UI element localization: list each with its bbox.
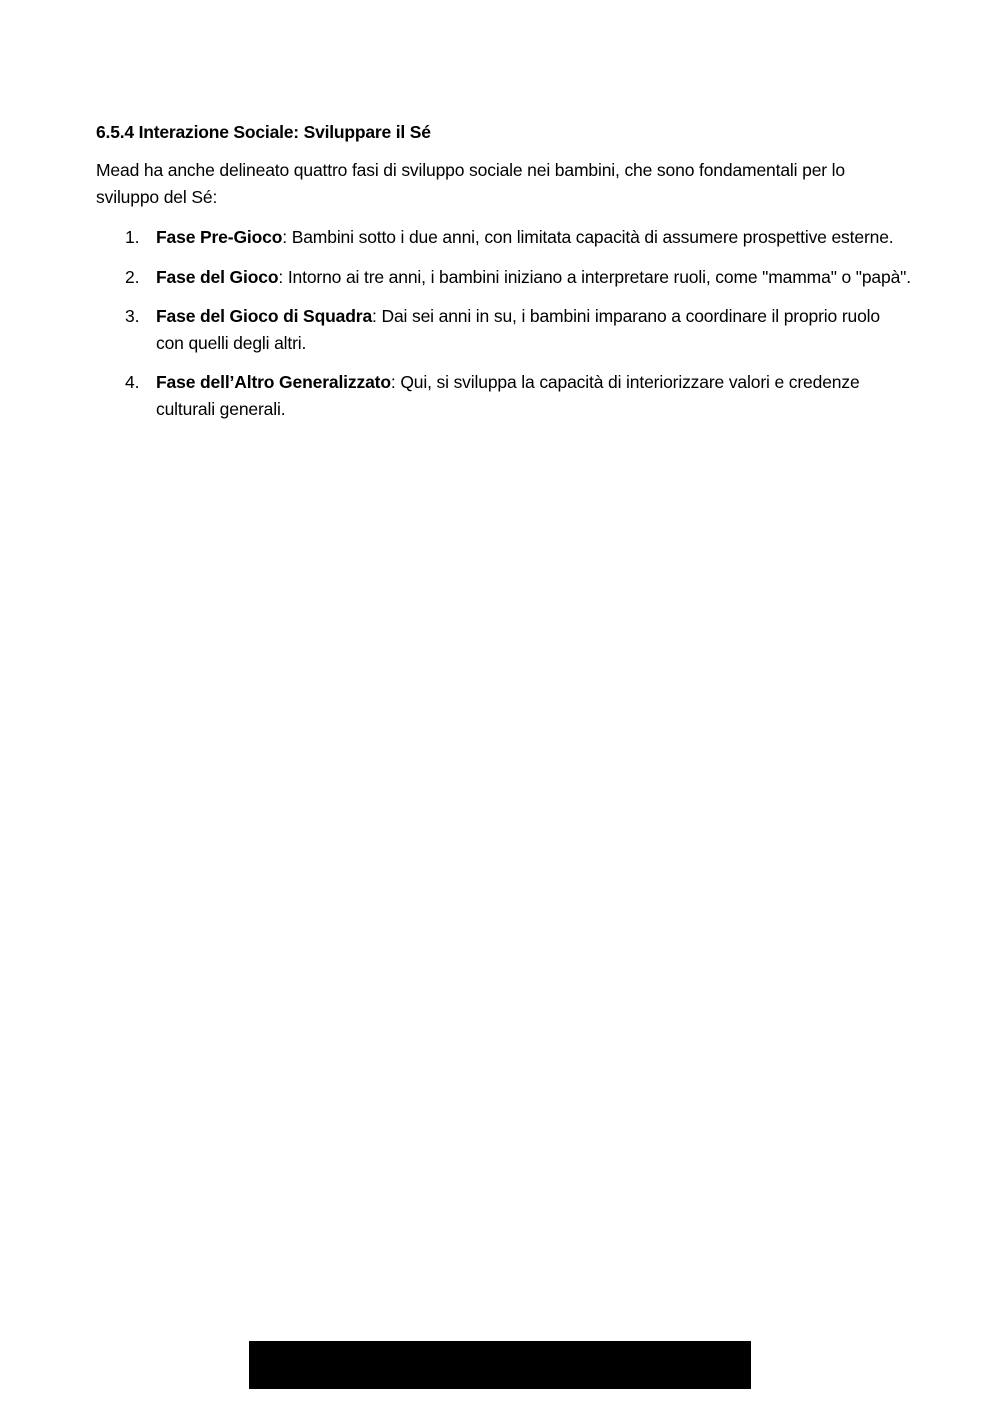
list-item-number: 1. bbox=[125, 227, 140, 247]
phase-term: Fase dell’Altro Generalizzato bbox=[156, 372, 391, 392]
list-item bbox=[96, 303, 911, 356]
list-item bbox=[96, 224, 911, 251]
phase-description: : Bambini sotto i due anni, con limitata capacità di assumere prospettive esterne. bbox=[282, 227, 894, 247]
list-item-number: 2. bbox=[125, 266, 140, 287]
phase-description: : Dai sei anni in su, i bambini imparano a coordinare il proprio ruolo con quelli degli altri. bbox=[156, 306, 880, 353]
phases-list bbox=[96, 224, 911, 435]
phase-description: : Qui, si sviluppa la capacità di interiorizzare valori e credenze culturali generali. bbox=[156, 372, 860, 419]
phase-term: Fase del Gioco di Squadra bbox=[156, 306, 373, 326]
intro-paragraph: Mead ha anche delineato quattro fasi di sviluppo sociale nei bambini, che sono fondamentali per lo sviluppo del Sé: bbox=[96, 160, 845, 207]
phase-term: Fase Pre-Gioco bbox=[156, 227, 283, 247]
phase-description: : Intorno ai tre anni, i bambini iniziano a interpretare ruoli, come "mamma" o "papà". bbox=[278, 266, 911, 287]
redaction-bar bbox=[249, 1341, 751, 1389]
list-item-number: 4. bbox=[125, 372, 140, 392]
list-item bbox=[96, 264, 911, 291]
list-item-number: 3. bbox=[125, 306, 140, 326]
section-heading: 6.5.4 Interazione Sociale: Sviluppare il Sé bbox=[96, 122, 431, 142]
phase-term: Fase del Gioco bbox=[156, 266, 279, 287]
list-item bbox=[96, 369, 911, 422]
